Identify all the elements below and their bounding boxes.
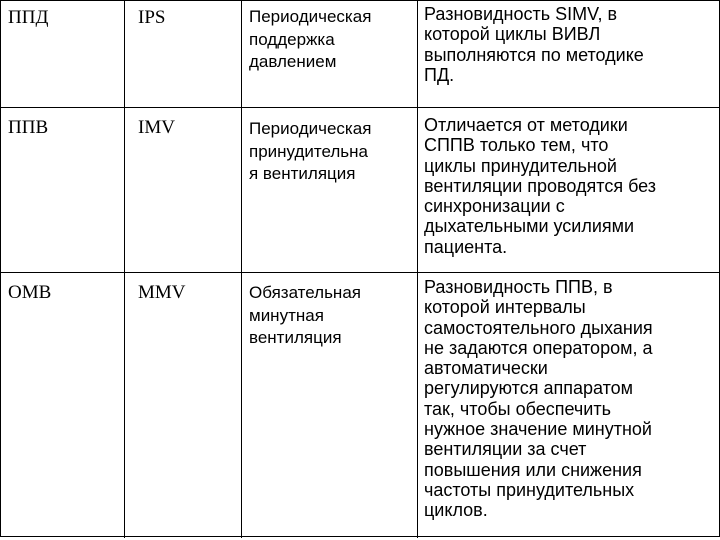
description-line: циклы принудительной bbox=[424, 155, 617, 176]
description-line: которой циклы ВИВЛ bbox=[424, 24, 601, 45]
description-line: СППВ только тем, что bbox=[424, 135, 609, 156]
description-line: Разновидность SIMV, в bbox=[424, 4, 618, 24]
description-line: частоты принудительных bbox=[424, 479, 635, 500]
mode-name-line: минутная bbox=[249, 305, 324, 325]
description-line: вентиляции за счет bbox=[424, 439, 587, 460]
mode-name-cell bbox=[249, 118, 371, 186]
abbr-ru-cell: ОМВ bbox=[8, 282, 52, 303]
description-line: Разновидность ППВ, в bbox=[424, 277, 613, 297]
description-line: автоматически bbox=[424, 358, 548, 379]
abbr-en-cell: MMV bbox=[138, 282, 186, 303]
description-line: самостоятельного дыхания bbox=[424, 317, 653, 338]
description-line: выполняются по методике bbox=[424, 44, 644, 65]
mode-name-cell bbox=[249, 282, 361, 350]
description-line: синхронизации с bbox=[424, 196, 565, 217]
column-divider bbox=[124, 1, 125, 538]
mode-name-line: принудительна bbox=[249, 141, 368, 161]
abbr-ru-cell: ППВ bbox=[8, 117, 49, 138]
description-line: вентиляции проводятся без bbox=[424, 175, 657, 196]
mode-name-line: вентиляция bbox=[249, 328, 342, 347]
description-line: так, чтобы обеспечить bbox=[424, 398, 611, 419]
abbr-en-cell: IMV bbox=[138, 117, 175, 138]
column-divider bbox=[417, 1, 418, 538]
description-cell bbox=[424, 277, 653, 521]
mode-name-line: давлением bbox=[249, 52, 337, 71]
mode-name-line: я вентиляция bbox=[249, 164, 356, 183]
description-line: циклов. bbox=[424, 500, 488, 521]
column-divider bbox=[241, 1, 242, 538]
abbr-en-cell: IPS bbox=[138, 7, 166, 28]
abbr-ru-cell: ППД bbox=[8, 7, 49, 28]
description-cell bbox=[424, 4, 644, 85]
description-line: не задаются оператором, а bbox=[424, 337, 653, 358]
row-divider bbox=[1, 107, 720, 108]
description-line: дыхательными усилиями bbox=[424, 216, 635, 237]
mode-name-line: Обязательная bbox=[249, 283, 361, 302]
mode-name-line: Периодическая bbox=[249, 119, 372, 138]
description-line: Отличается от методики bbox=[424, 115, 628, 135]
row-divider bbox=[1, 272, 720, 273]
description-line: регулируются аппаратом bbox=[424, 378, 634, 399]
description-line: которой интервалы bbox=[424, 297, 586, 318]
description-line: ПД. bbox=[424, 64, 455, 85]
description-line: повышения или снижения bbox=[424, 459, 642, 480]
description-line: нужное значение минутной bbox=[424, 419, 652, 440]
description-line: пациента. bbox=[424, 236, 508, 257]
mode-name-line: Периодическая bbox=[249, 7, 372, 26]
mode-name-cell bbox=[249, 6, 371, 74]
mode-name-line: поддержка bbox=[249, 29, 335, 49]
description-cell bbox=[424, 115, 656, 257]
